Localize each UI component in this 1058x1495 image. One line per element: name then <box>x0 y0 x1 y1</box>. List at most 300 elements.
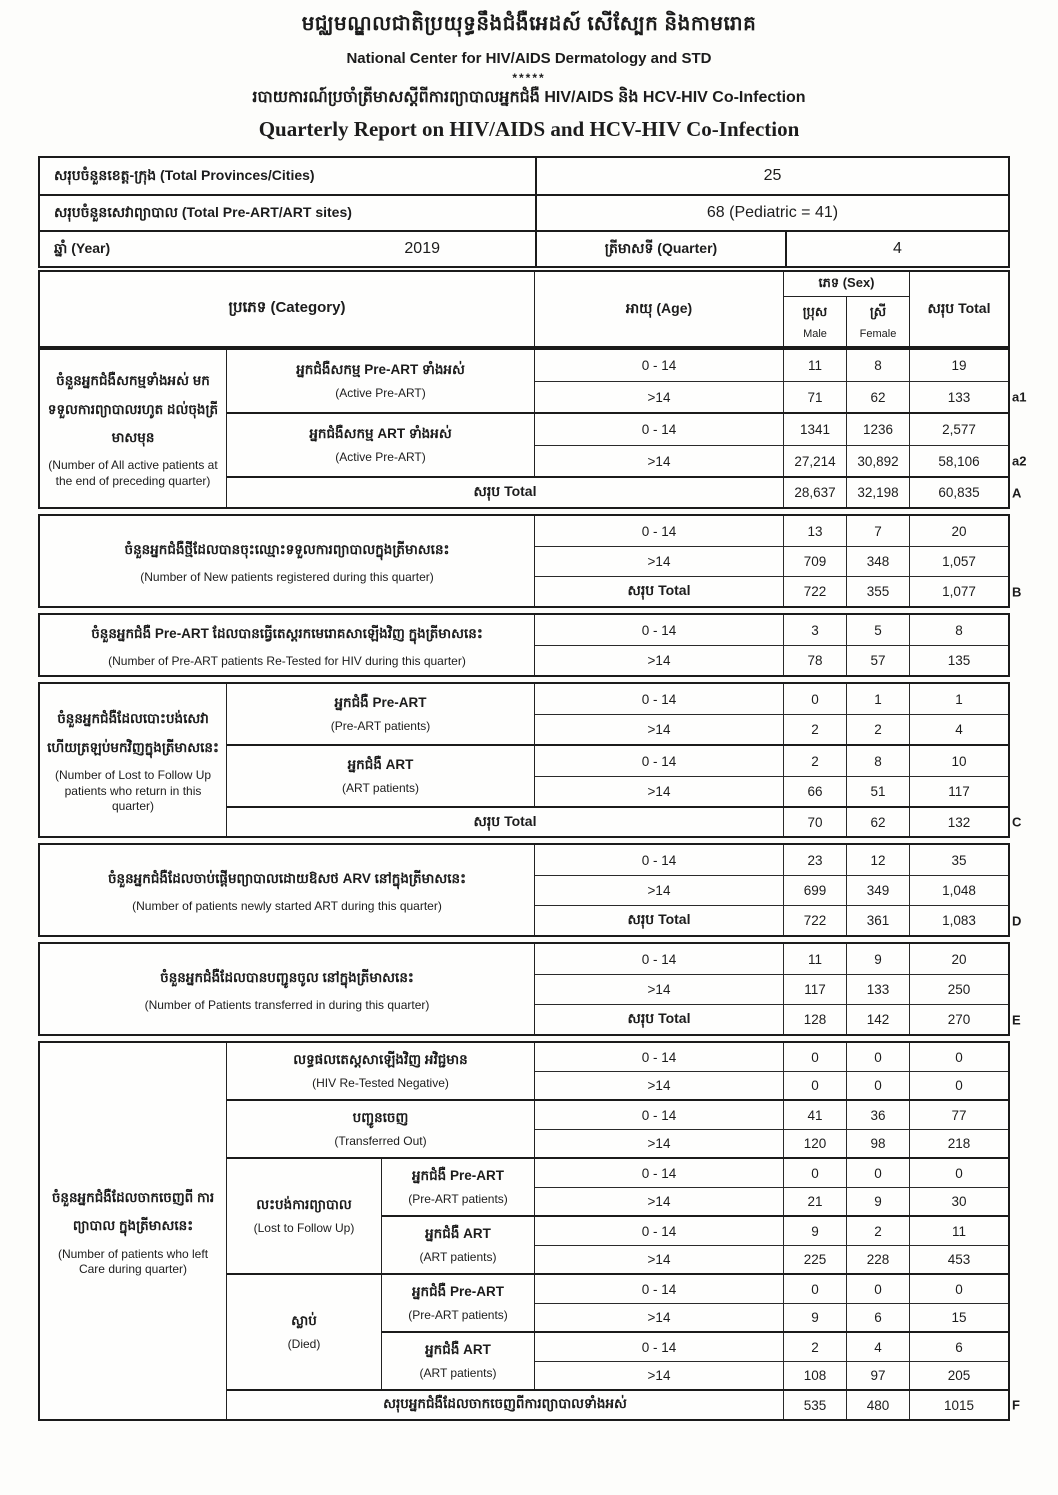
section-label-english: (Number of patients newly started ART during this quarter) <box>132 899 442 914</box>
male-cell: 2 <box>784 746 847 776</box>
table-row <box>535 746 1008 776</box>
age-cell: 0 - 14 <box>535 1275 784 1303</box>
age-cell: 0 - 14 <box>535 1101 784 1129</box>
report-table <box>38 156 1027 1421</box>
category-label-khmer: អ្នកជំងឺ Pre-ART <box>411 1283 505 1299</box>
total-cell: 1,048 <box>942 883 976 898</box>
group-label <box>227 1159 382 1273</box>
male-cell: 21 <box>784 1188 847 1215</box>
age-cell: 0 - 14 <box>535 1043 784 1071</box>
category-label <box>382 1333 535 1389</box>
male-cell: 70 <box>784 808 847 836</box>
section-RT <box>38 613 1010 677</box>
table-row <box>535 974 1008 1004</box>
male-header <box>784 297 847 346</box>
male-cell: 2 <box>784 715 847 744</box>
stars-separator: ***** <box>512 71 546 85</box>
total-label: សរុប Total <box>535 577 784 606</box>
category-label-khmer: អ្នកជំងឺ ART <box>425 1341 491 1357</box>
male-cell: 9 <box>784 1217 847 1245</box>
org-title-khmer: មជ្ឈមណ្ឌលជាតិប្រយុទ្ធនឹងជំងឺអេដស៍ សើស្បែក និងកាមរោគ <box>301 13 757 35</box>
total-cell: 10 <box>951 753 967 769</box>
male-cell: 11 <box>784 350 847 381</box>
rows-group <box>535 615 1008 675</box>
table-row <box>535 1101 1008 1129</box>
section-D <box>38 843 1022 937</box>
total-cell: 60,835 <box>938 485 980 500</box>
sub-block <box>382 1331 1008 1389</box>
table-row <box>535 1187 1008 1215</box>
total-cell: 1,083 <box>942 913 976 928</box>
group-label-english: (Lost to Follow Up) <box>253 1220 355 1235</box>
age-cell: 0 - 14 <box>535 1333 784 1361</box>
female-cell: 1236 <box>847 414 910 445</box>
rows-group <box>535 1275 1008 1331</box>
total-cell: 20 <box>951 523 967 539</box>
row-marker: a2 <box>1012 453 1027 469</box>
category-label-khmer: អ្នកជំងឺ Pre-ART <box>411 1167 505 1183</box>
total-cell: 2,577 <box>942 422 976 437</box>
category-block <box>227 1273 1008 1389</box>
female-cell: 142 <box>847 1005 910 1034</box>
category-label-english: (ART patients) <box>342 780 419 795</box>
group-label <box>227 1275 382 1389</box>
section-label-khmer: ចំនួនអ្នកជំងឺដែលចាប់ផ្តើមព្យាបាលដោយឱសថ ARV នៅក្នុងត្រីមាសនេះ <box>107 871 467 887</box>
male-header-english: Male <box>803 327 827 340</box>
age-cell: >14 <box>535 1362 784 1389</box>
total-cell: 218 <box>947 1136 971 1151</box>
total-cell: 19 <box>951 358 967 373</box>
section-rows <box>227 684 1022 836</box>
row-marker: E <box>1012 1012 1021 1027</box>
category-label-english: (Pre-ART patients) <box>330 718 431 733</box>
section-label-khmer: ចំនួនអ្នកជំងឺថ្មីដែលបានចុះឈ្មោះទទួលការព្យាបាលក្នុងត្រីមាសនេះ <box>124 542 450 558</box>
female-cell: 57 <box>847 646 910 675</box>
female-cell: 32,198 <box>847 478 910 507</box>
female-cell: 1 <box>847 684 910 714</box>
female-cell: 480 <box>847 1391 910 1419</box>
sub-blocks <box>382 1275 1008 1389</box>
section-label <box>40 684 227 836</box>
female-cell: 62 <box>847 808 910 836</box>
row-marker: C <box>1012 814 1022 830</box>
table-row <box>535 546 1008 576</box>
group-label-khmer: ស្លាប់ <box>291 1312 317 1328</box>
category-label-khmer: អ្នកជំងឺសកម្ម ART ទាំងអស់ <box>309 425 452 441</box>
category-block <box>227 1043 1008 1099</box>
table-row <box>535 1217 1008 1245</box>
female-header-english: Female <box>859 327 897 340</box>
total-cell: 0 <box>955 1078 963 1093</box>
category-block <box>227 684 1008 744</box>
category-label-khmer: អ្នកជំងឺ Pre-ART <box>334 694 427 710</box>
total-cell: 133 <box>947 389 971 405</box>
table-row <box>535 615 1008 645</box>
section-label-english: (Number of Pre-ART patients Re-Tested for HIV during this quarter) <box>108 654 466 669</box>
male-cell: 709 <box>784 547 847 576</box>
male-cell: 0 <box>784 1275 847 1303</box>
total-header: សរុប Total <box>927 299 991 316</box>
table-row <box>535 381 1027 412</box>
total-label: សរុប Total <box>227 808 784 836</box>
category-label-english: (HIV Re-Tested Negative) <box>312 1075 449 1090</box>
male-cell: 225 <box>784 1246 847 1273</box>
age-cell: 0 - 14 <box>535 684 784 714</box>
section-B <box>38 514 1022 608</box>
age-cell: >14 <box>535 1072 784 1099</box>
section-label-english: (Number of patients who left Care during quarter) <box>57 1246 209 1277</box>
provinces-value: 25 <box>763 167 782 184</box>
total-cell: 15 <box>951 1310 967 1325</box>
male-cell: 722 <box>784 577 847 606</box>
female-cell: 30,892 <box>847 446 910 476</box>
row-marker: F <box>1012 1397 1020 1413</box>
section-rows <box>535 845 1022 935</box>
year-cell <box>40 232 537 266</box>
male-cell: 78 <box>784 646 847 675</box>
total-label: សរុប Total <box>535 1005 784 1034</box>
total-cell: 8 <box>955 622 963 638</box>
category-block <box>535 516 1008 576</box>
category-block <box>535 845 1008 905</box>
total-label: សរុបអ្នកជំងឺដែលចាកចេញពីការព្យាបាលទាំងអស់ <box>227 1391 784 1419</box>
age-cell: 0 - 14 <box>535 414 784 445</box>
male-cell: 535 <box>784 1391 847 1419</box>
table-row <box>535 414 1008 445</box>
category-label <box>382 1217 535 1273</box>
total-cell: 4 <box>955 722 963 737</box>
section-label-english: (Number of Patients transferred in during this quarter) <box>144 998 430 1013</box>
sites-value: 68 (Pediatric = 41) <box>706 204 839 221</box>
section-label-khmer: ចំនួនអ្នកជំងឺដែលបានបញ្ជូនចូល នៅក្នុងត្រីមាសនេះ <box>160 970 414 986</box>
total-cell: 453 <box>947 1252 971 1267</box>
rows-group <box>535 350 1027 412</box>
female-cell: 8 <box>847 746 910 776</box>
section-rows <box>535 516 1022 606</box>
category-label <box>227 1101 535 1157</box>
female-cell: 98 <box>847 1130 910 1157</box>
section-label-khmer: ចំនួនអ្នកជំងឺ Pre-ART ដែលបានធ្វើតេស្តរកមេរោគសាឡើងវិញ ក្នុងត្រីមាសនេះ <box>91 626 483 642</box>
rows-group <box>535 1101 1008 1157</box>
total-cell: 1 <box>955 691 963 707</box>
age-cell: 0 - 14 <box>535 615 784 645</box>
age-cell: 0 - 14 <box>535 944 784 974</box>
male-cell: 28,637 <box>784 478 847 507</box>
male-cell: 23 <box>784 845 847 875</box>
age-cell: >14 <box>535 382 784 412</box>
total-cell: 250 <box>947 982 971 997</box>
age-cell: >14 <box>535 715 784 744</box>
age-header: អាយុ (Age) <box>535 272 784 346</box>
total-cell: 20 <box>951 951 967 967</box>
female-cell: 0 <box>847 1043 910 1071</box>
total-cell: 1,077 <box>942 584 976 599</box>
category-label <box>227 746 535 806</box>
quarter-label: ត្រីមាសទី (Quarter) <box>537 232 787 266</box>
sex-header-group <box>784 272 910 346</box>
category-label <box>227 414 535 476</box>
section-rows <box>227 1043 1020 1419</box>
total-cell: 205 <box>947 1368 971 1383</box>
total-cell: 1015 <box>943 1397 975 1413</box>
category-label-khmer: លទ្ធផលតេស្តសាឡើងវិញ អវិជ្ជមាន <box>293 1051 468 1067</box>
row-marker: B <box>1012 584 1022 599</box>
total-cell: 0 <box>955 1165 963 1181</box>
sub-block <box>382 1159 1008 1215</box>
table-row <box>535 776 1008 806</box>
category-block <box>227 1099 1008 1157</box>
row-marker: A <box>1012 485 1022 500</box>
age-cell: >14 <box>535 1304 784 1331</box>
female-cell: 0 <box>847 1159 910 1187</box>
category-label-english: (ART patients) <box>419 1249 497 1264</box>
category-label <box>382 1159 535 1215</box>
age-cell: 0 - 14 <box>535 746 784 776</box>
total-cell: 1,057 <box>942 554 976 569</box>
male-cell: 0 <box>784 684 847 714</box>
category-label-english: (ART patients) <box>419 1365 497 1380</box>
total-label: សរុប Total <box>227 478 784 507</box>
male-cell: 66 <box>784 777 847 806</box>
female-cell: 4 <box>847 1333 910 1361</box>
table-row <box>535 944 1008 974</box>
category-block <box>535 615 1008 675</box>
info-table <box>38 156 1010 268</box>
table-row <box>535 845 1008 875</box>
age-cell: >14 <box>535 1188 784 1215</box>
male-cell: 27,214 <box>784 446 847 476</box>
category-label-english: (Active Pre-ART) <box>335 449 426 464</box>
female-header <box>847 297 909 346</box>
total-cell: 0 <box>955 1049 963 1065</box>
section-label <box>40 615 535 675</box>
male-cell: 13 <box>784 516 847 546</box>
section-F <box>38 1041 1020 1421</box>
total-label: សរុប Total <box>535 906 784 935</box>
age-cell: >14 <box>535 1130 784 1157</box>
table-row <box>535 1361 1008 1389</box>
female-cell: 62 <box>847 382 910 412</box>
category-label-english: (Pre-ART patients) <box>408 1307 508 1322</box>
category-label-english: (Active Pre-ART) <box>335 385 426 400</box>
category-label <box>227 350 535 412</box>
section-label <box>40 516 535 606</box>
age-cell: >14 <box>535 975 784 1004</box>
female-cell: 2 <box>847 715 910 744</box>
age-cell: >14 <box>535 547 784 576</box>
table-row <box>535 516 1008 546</box>
total-cell: 135 <box>947 653 971 668</box>
male-cell: 41 <box>784 1101 847 1129</box>
section-rows <box>227 350 1027 507</box>
section-label <box>40 944 535 1034</box>
section-label-english: (Number of Lost to Follow Up patients who return in this quarter) <box>54 767 212 814</box>
female-cell: 361 <box>847 906 910 935</box>
rows-group <box>535 845 1008 905</box>
male-cell: 9 <box>784 1304 847 1331</box>
male-cell: 120 <box>784 1130 847 1157</box>
male-cell: 0 <box>784 1043 847 1071</box>
table-row <box>535 1159 1008 1187</box>
age-cell: >14 <box>535 446 784 476</box>
category-label <box>227 684 535 744</box>
table-sections <box>38 348 1027 1421</box>
age-cell: >14 <box>535 777 784 806</box>
main-table-header <box>38 270 1010 348</box>
female-cell: 0 <box>847 1275 910 1303</box>
female-cell: 8 <box>847 350 910 381</box>
category-label-khmer: បញ្ជូនចេញ <box>352 1109 409 1125</box>
group-label-khmer: លះបង់ការព្យាបាល <box>256 1196 352 1212</box>
provinces-row <box>40 158 1008 194</box>
sub-block <box>382 1215 1008 1273</box>
section-label <box>40 350 227 507</box>
female-cell: 51 <box>847 777 910 806</box>
category-label-khmer: អ្នកជំងឺ ART <box>347 756 414 772</box>
year-quarter-row <box>40 230 1008 266</box>
sex-header: ភេទ (Sex) <box>784 272 909 297</box>
rows-group <box>535 684 1008 744</box>
age-cell: 0 - 14 <box>535 350 784 381</box>
table-row <box>535 645 1008 675</box>
table-row <box>535 714 1008 744</box>
category-label <box>227 1043 535 1099</box>
total-cell: 6 <box>955 1339 963 1355</box>
report-title-khmer: របាយការណ៍ប្រចាំត្រីមាសស្តីពីការព្យាបាលអ្នកជំងឺ HIV/AIDS និង HCV-HIV Co-Infection <box>252 89 806 106</box>
female-header-khmer: ស្រី <box>869 303 887 319</box>
section-rows <box>535 615 1008 675</box>
table-row <box>535 875 1008 905</box>
total-row <box>227 806 1022 836</box>
male-header-khmer: ប្រុស <box>802 303 828 319</box>
org-title-english: National Center for HIV/AIDS Dermatology and STD <box>346 50 712 67</box>
female-cell: 9 <box>847 1188 910 1215</box>
total-row <box>535 1004 1021 1034</box>
sub-blocks <box>382 1159 1008 1273</box>
table-row <box>535 684 1008 714</box>
female-cell: 7 <box>847 516 910 546</box>
sites-row <box>40 194 1008 230</box>
rows-group <box>535 414 1027 476</box>
age-cell: 0 - 14 <box>535 516 784 546</box>
section-label-khmer: ចំនួនអ្នកជំងឺដែលចាកចេញពី ការព្យាបាល ក្នុងត្រីមាសនេះ <box>51 1190 215 1234</box>
female-cell: 355 <box>847 577 910 606</box>
male-cell: 3 <box>784 615 847 645</box>
male-cell: 108 <box>784 1362 847 1389</box>
male-cell: 1341 <box>784 414 847 445</box>
total-cell: 270 <box>947 1012 971 1027</box>
female-cell: 97 <box>847 1362 910 1389</box>
male-cell: 0 <box>784 1072 847 1099</box>
total-cell: 11 <box>951 1223 966 1239</box>
table-row <box>535 1303 1008 1331</box>
total-cell: 30 <box>951 1194 967 1209</box>
total-row <box>227 1389 1020 1419</box>
total-cell: 117 <box>948 784 970 799</box>
table-row <box>535 350 1008 381</box>
rows-group <box>535 944 1008 1004</box>
male-cell: 71 <box>784 382 847 412</box>
female-cell: 133 <box>847 975 910 1004</box>
page-header <box>0 0 1058 142</box>
table-row <box>535 1333 1008 1361</box>
table-row <box>535 1129 1008 1157</box>
female-cell: 12 <box>847 845 910 875</box>
report-title-english: Quarterly Report on HIV/AIDS and HCV-HIV Co-Infection <box>258 117 800 141</box>
age-cell: >14 <box>535 876 784 905</box>
section-A <box>38 348 1027 509</box>
category-label-english: (Transferred Out) <box>334 1133 427 1148</box>
female-cell: 9 <box>847 944 910 974</box>
table-row <box>535 1245 1008 1273</box>
female-cell: 5 <box>847 615 910 645</box>
female-cell: 2 <box>847 1217 910 1245</box>
table-row <box>535 1275 1008 1303</box>
rows-group <box>535 1217 1008 1273</box>
section-E <box>38 942 1021 1036</box>
section-label-khmer: ចំនួនអ្នកជំងឺដែលបោះបង់សេវា ហើយត្រឡប់មកវិញក្នុងត្រីមាសនេះ <box>47 711 219 755</box>
category-block <box>227 412 1027 476</box>
table-row <box>535 1043 1008 1071</box>
rows-group <box>535 516 1008 576</box>
female-cell: 228 <box>847 1246 910 1273</box>
table-row <box>535 445 1027 476</box>
sites-label: សរុបចំនួនសេវាព្យាបាល (Total Pre-ART/ART sites) <box>40 196 537 230</box>
year-value: 2019 <box>404 240 440 257</box>
female-cell: 6 <box>847 1304 910 1331</box>
category-block <box>227 744 1008 806</box>
category-block <box>227 350 1027 412</box>
row-marker: a1 <box>1012 389 1027 405</box>
male-cell: 699 <box>784 876 847 905</box>
section-label-english: (Number of All active patients at the end of preceding quarter) <box>48 458 218 489</box>
category-header: ប្រភេទ (Category) <box>40 272 535 346</box>
section-rows <box>535 944 1021 1034</box>
age-cell: >14 <box>535 646 784 675</box>
section-label <box>40 1043 227 1419</box>
total-row <box>535 905 1022 935</box>
age-cell: >14 <box>535 1246 784 1273</box>
age-cell: 0 - 14 <box>535 845 784 875</box>
category-label <box>382 1275 535 1331</box>
age-cell: 0 - 14 <box>535 1159 784 1187</box>
quarter-value: 4 <box>893 240 902 257</box>
sub-block <box>382 1275 1008 1331</box>
total-cell: 132 <box>947 814 971 830</box>
total-cell: 0 <box>955 1281 963 1297</box>
section-label <box>40 845 535 935</box>
total-row <box>227 476 1022 507</box>
total-row <box>535 576 1022 606</box>
category-label-khmer: អ្នកជំងឺសកម្ម Pre-ART ទាំងអស់ <box>296 361 465 377</box>
total-cell: 58,106 <box>938 453 980 469</box>
table-row <box>535 1071 1008 1099</box>
rows-group <box>535 1333 1008 1389</box>
group-label-english: (Died) <box>287 1336 321 1351</box>
male-cell: 0 <box>784 1159 847 1187</box>
age-cell: 0 - 14 <box>535 1217 784 1245</box>
total-cell: 77 <box>951 1107 967 1123</box>
category-block <box>535 944 1008 1004</box>
year-label: ឆ្នាំ (Year) <box>54 239 111 256</box>
rows-group <box>535 746 1008 806</box>
category-block <box>227 1157 1008 1273</box>
female-cell: 0 <box>847 1072 910 1099</box>
section-label-english: (Number of New patients registered during this quarter) <box>140 570 434 585</box>
male-cell: 11 <box>784 944 847 974</box>
provinces-label: សរុបចំនួនខេត្ត-ក្រុង (Total Provinces/Cities) <box>40 158 537 194</box>
row-marker: D <box>1012 913 1022 928</box>
